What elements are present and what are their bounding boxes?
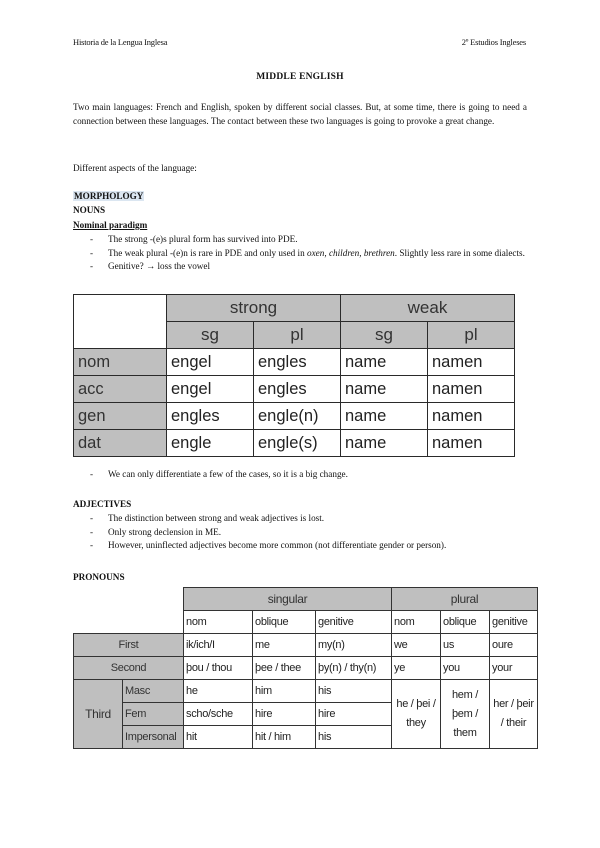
table-cell: hit / him [253,726,316,749]
header-singular: singular [184,588,392,611]
aspects-paragraph: Different aspects of the language: [73,163,197,173]
list-item [88,247,528,261]
pronouns-table [73,587,538,749]
table-corner [74,295,167,349]
table-cell: name [341,376,428,403]
bullet-text: . Slightly less rare in some dialects. [394,247,525,258]
table-cell: his [316,680,392,703]
table-cell: engle(n) [254,403,341,430]
table-cell: my(n) [316,634,392,657]
table-cell: namen [428,349,515,376]
table-cell: name [341,349,428,376]
table-cell: þy(n) / thy(n) [316,657,392,680]
table-cell: hem / þem / them [441,680,490,749]
header-course-title: Historia de la Lengua Inglesa [73,37,168,47]
subheader-sg: sg [341,322,428,349]
table-cell: engles [167,403,254,430]
table-cell: ye [392,657,441,680]
case-label: dat [74,430,167,457]
table-corner [74,588,184,634]
table-cell: engles [254,376,341,403]
table-cell: your [490,657,538,680]
subheader-oblique: oblique [253,611,316,634]
table-row [74,430,515,457]
table-cell: he / þei / they [392,680,441,749]
subheader-genitive: genitive [316,611,392,634]
list-item: - Genitive? → loss the vowel [88,260,528,274]
subheader-pl: pl [254,322,341,349]
adjectives-bullet-list [88,512,528,553]
intro-paragraph: Two main languages: French and English, spoken by different social classes. But, at some time, there is going to need a connection between these languages. The contact between these two languages is going to provoke a great change. [73,102,527,126]
table-cell: you [441,657,490,680]
table-cell: ik/ich/I [184,634,253,657]
table-cell: engles [254,349,341,376]
table-cell: namen [428,376,515,403]
subheader-genitive: genitive [490,611,538,634]
header-strong: strong [167,295,341,322]
table-cell: me [253,634,316,657]
list-item: - However, uninflected adjectives become more common (not differentiate gender or person). [88,539,528,553]
table-cell: engel [167,349,254,376]
table-row [74,403,515,430]
table-row [74,657,538,680]
subheader-pl: pl [428,322,515,349]
case-label: nom [74,349,167,376]
list-item: - The strong -(e)s plural form has survived into PDE. [88,233,528,247]
subheader-oblique: oblique [441,611,490,634]
row-label-second: Second [74,657,184,680]
table-cell: him [253,680,316,703]
table-cell: þee / thee [253,657,316,680]
case-label: acc [74,376,167,403]
page-title: MIDDLE ENGLISH [256,72,344,82]
morphology-heading [73,189,144,203]
table-cell: engel [167,376,254,403]
bullet-examples: oxen, children, brethren [307,247,395,258]
table-cell: oure [490,634,538,657]
morphology-heading-text: MORPHOLOGY [74,191,144,201]
table-cell: hire [316,703,392,726]
row-label-third: Third [74,680,123,749]
list-item: - The distinction between strong and weak adjectives is lost. [88,512,528,526]
table-row [74,376,515,403]
table-cell: engle [167,430,254,457]
table-cell: hire [253,703,316,726]
subheader-sg: sg [167,322,254,349]
row-label-masc: Masc [123,680,184,703]
list-item: - Only strong declension in ME. [88,526,528,540]
nouns-bullet-list [88,233,528,274]
nominal-paradigm-heading: Nominal paradigm [73,220,148,230]
table-cell: us [441,634,490,657]
table-row [74,634,538,657]
row-label-impersonal: Impersonal [123,726,184,749]
table-row [74,349,515,376]
table-cell: scho/sche [184,703,253,726]
row-label-fem: Fem [123,703,184,726]
header-degree: 2º Estudios Ingleses [461,37,526,47]
table-cell: his [316,726,392,749]
list-item: - We can only differentiate a few of the cases, so it is a big change. [88,468,528,482]
table-cell: he [184,680,253,703]
subheader-nom: nom [184,611,253,634]
table-cell: name [341,403,428,430]
table-cell: name [341,430,428,457]
row-label-first: First [74,634,184,657]
header-plural: plural [392,588,538,611]
bullet-text: The weak plural -(e)n is rare in PDE and only used in [108,247,308,258]
after-table-list [88,468,528,482]
subheader-nom: nom [392,611,441,634]
table-cell: we [392,634,441,657]
pronouns-heading: PRONOUNS [73,572,125,582]
table-cell: namen [428,403,515,430]
table-cell: namen [428,430,515,457]
table-cell: engle(s) [254,430,341,457]
nominal-paradigm-table [73,294,515,457]
table-cell: her / þeir / their [490,680,538,749]
adjectives-heading: ADJECTIVES [73,499,132,509]
nouns-heading: NOUNS [73,205,106,215]
table-row [74,680,538,703]
table-cell: hit [184,726,253,749]
table-cell: þou / thou [184,657,253,680]
case-label: gen [74,403,167,430]
header-weak: weak [341,295,515,322]
